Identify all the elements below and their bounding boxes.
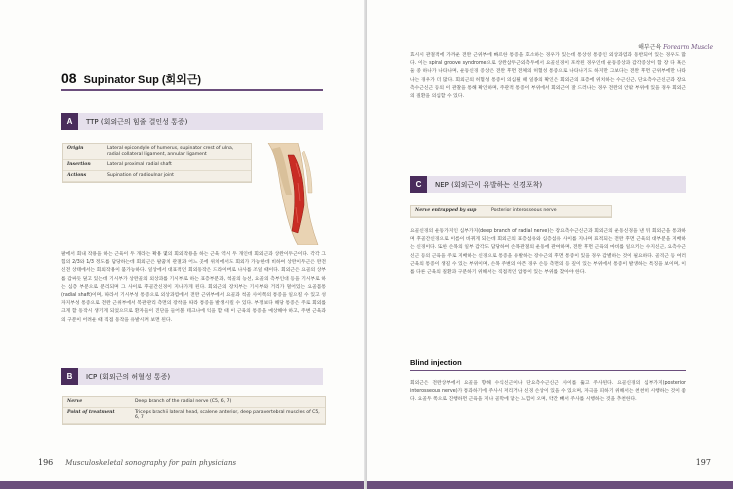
chapter-number: 08 <box>61 70 77 86</box>
row-key: Nerve <box>63 397 131 407</box>
intro-text: 효시시 관절적에 가까운 전완 근위부에 빠르한 통증을 호소하는 경우가 있는데 통상성 통증인 외상과염과 동반되어 있는 경우도 많다. 이는 spiral groove syndrome으로 상완삼두근외측두에서 요골신경이 포착된 경우인데 운동증상과 감각증상이 함 장 다 혹은 둘 중 하나가 나타나며, 운동신경 증상은 전완 후면 전체의 허혈성 통증으로 나타나기도 하지만 그보다는 전완 후면 근위부에만 나타나는 경우가 더 많다. 회외근의 허혈성 통증이 의심될 때 일종의 확인은 회외근의 표층에 위치하는 수근신근, 단요측수근신근과 장요측수근신근 등의 이 관찰을 통해 확인하며, 주관적 통증이 부위에서 회외근이 잘 드러나는 경우 전완의 안팎 부위에 있을 경우 회외근의 질환을 의심할 수 있다. <box>410 53 686 100</box>
table-row <box>63 160 251 171</box>
table-row <box>63 171 251 182</box>
table-row <box>63 407 325 423</box>
blind-injection-rule <box>410 370 686 371</box>
section-a-badge: A <box>61 113 78 130</box>
left-footer <box>38 458 236 467</box>
chapter-heading: Supinator Sup (회외근) <box>83 74 202 86</box>
blind-injection-heading: Blind injection <box>410 358 462 367</box>
row-value: Lateral epicondyle of humerus, supinator crest of ulna, radial collateral ligament, annular ligament <box>103 144 251 160</box>
row-key: Insertion <box>63 160 103 171</box>
right-page <box>367 0 733 489</box>
running-header <box>638 42 713 51</box>
row-key: Actions <box>63 171 103 182</box>
page-number: 197 <box>695 458 711 467</box>
row-key: Nerve entrapped by sup <box>411 206 487 216</box>
table-row <box>63 397 325 407</box>
right-page-bar <box>367 481 733 489</box>
entrapment-table <box>410 205 612 218</box>
blind-injection-body: 회외근은 전완상부에서 요골을 향해 수식신근이나 단요측수근신근 사이를 뚫고 주사된다. 요골신경의 심부가지(posterior interosseous nerve)가 통과하기에 주사시 저리거나 신경 손상이 있을 수 있으며, 자극을 피하기 위해서는 천천히 시행하는 것이 좋다. 요골두 쪽으로 진행하면 근육을 지나 골막에 닿는 느낌이 오며, 약간 빼서 주사를 시행하는 것을 추천한다. <box>410 381 686 403</box>
left-page-bar <box>0 481 366 489</box>
section-c-body: 요골신경의 운동가지인 심부가지(deep branch of radial nerve)는 장요측수근신근과 회외근의 운동신경을 낸 뒤 회외근을 통과하며 후골간신경으로 이름이 바뀌게 되는데 회외근의 표층섬유와 심층섬유 사이를 지나며 표적되는 전완 후면 근육의 대부분을 지배하는 신경이다. 또한 손목의 일부 감각도 담당하여 손목관절의 운동에 관여하며, 전완 후면 근육의 마비를 일으키는 수지신근, 요측수근신근 등의 근육을 주로 지배하는 신경으로 통증을 유발하는 장수근의 후면 통증이 있을 경우 감별하는 것이 필요하다. 골격근 등 여러 근육의 통증이 생길 수 있는 부위이며, 손목 주변의 아픈 경우 손등 측면의 등 깊이 있는 부위에서 통증이 발생하는 특징을 보이며, 이를 다른 근육의 질환과 구분하기 위해서는 직접적인 압통이 있는 부위를 찾아야 한다. <box>410 229 686 276</box>
section-b-badge: B <box>61 368 78 385</box>
chapter-title <box>61 70 201 87</box>
chapter-rule <box>61 89 323 91</box>
row-value: Lateral proximal radial shaft <box>103 160 251 171</box>
section-a-body: 팔에서 회내 작용을 하는 근육이 두 개라는 확용 몇의 회외작용을 하는 근육 역시 두 개인데 회외근과 상완이두근이다. 각각 그 힘의 2/3와 1/3 정도를 담당하는데 회외근은 팔꿈치 관절과 어느 곳에 위치에서도 회외가 가능한데 비하여 상완이두근은 완전신전 상태에서는 회외작용이 불가능하다. 일상에서 대표적인 회외동작은 드라이버로 나사를 조일 때이다. 회외근은 요골의 상부를 감싸듯 덮고 있는데 기시부가 상완골의 외상과를 기시부로 하는 표층부분과, 척골의 능선, 요골의 측부인대 등을 기시부로 하는 심층 부분으로 분리되며 그 사이로 후골간신경이 지나가게 된다. 회외근의 장치부는 기시부와 거리가 멀어있는 요골몸통(radial shaft)이며, 따라서 기시부성 통증으로 외상과염에서 전완 근위부에서 요골과 척골 사이쪽의 통증을 일으킬 수 있고 성자지부성 통증으로 전완 근위부에서 복관관리 측면의 장착을 따라 통증을 발생시킬 수 있다. 부정보다 해당 통증은 주로 회외를 크게 할 동작시 생기게 되었으므로 환자들이 진단을 들어볼 테크나에 익을 할 때 이 근육의 통증을 예상해야 하고, 주변 근육과의 구분이 어려운 때 직접 동작을 유발시켜 보면 된다. <box>61 252 326 323</box>
table-row <box>63 144 251 160</box>
anatomy-table <box>62 143 252 183</box>
header-kr: 해부근육 <box>638 44 662 51</box>
nerve-table <box>62 396 326 425</box>
forearm-muscle-illustration <box>258 143 326 245</box>
book-title: Musculoskeletal sonography for pain physicians <box>65 459 237 467</box>
row-value: Posterior interosseous nerve <box>487 206 611 216</box>
section-c-badge: C <box>410 176 427 193</box>
row-value: Triceps brachii lateral head, scalene anterior, deep paravertebral muscles of C5, 6, 7 <box>131 407 325 423</box>
row-key: Origin <box>63 144 103 160</box>
section-a-header <box>61 113 323 130</box>
section-c-title: NEP (회외근이 유발하는 신경포착) <box>427 176 686 193</box>
section-b-header <box>61 368 323 385</box>
section-b-title: ICP (회외근의 허혈성 통증) <box>78 368 323 385</box>
section-c-header <box>410 176 686 193</box>
header-en: Forearm Muscle <box>663 44 713 51</box>
right-footer <box>696 458 711 467</box>
left-page <box>0 0 366 489</box>
table-row <box>411 206 611 216</box>
section-a-title: TTP (회외근의 힘줄 결인성 통증) <box>78 113 323 130</box>
page-number: 196 <box>38 458 54 467</box>
row-key: Point of treatment <box>63 407 131 423</box>
row-value: Supination of radioulnar joint <box>103 171 251 182</box>
row-value: Deep branch of the radial nerve (C5, 6, 7) <box>131 397 325 407</box>
